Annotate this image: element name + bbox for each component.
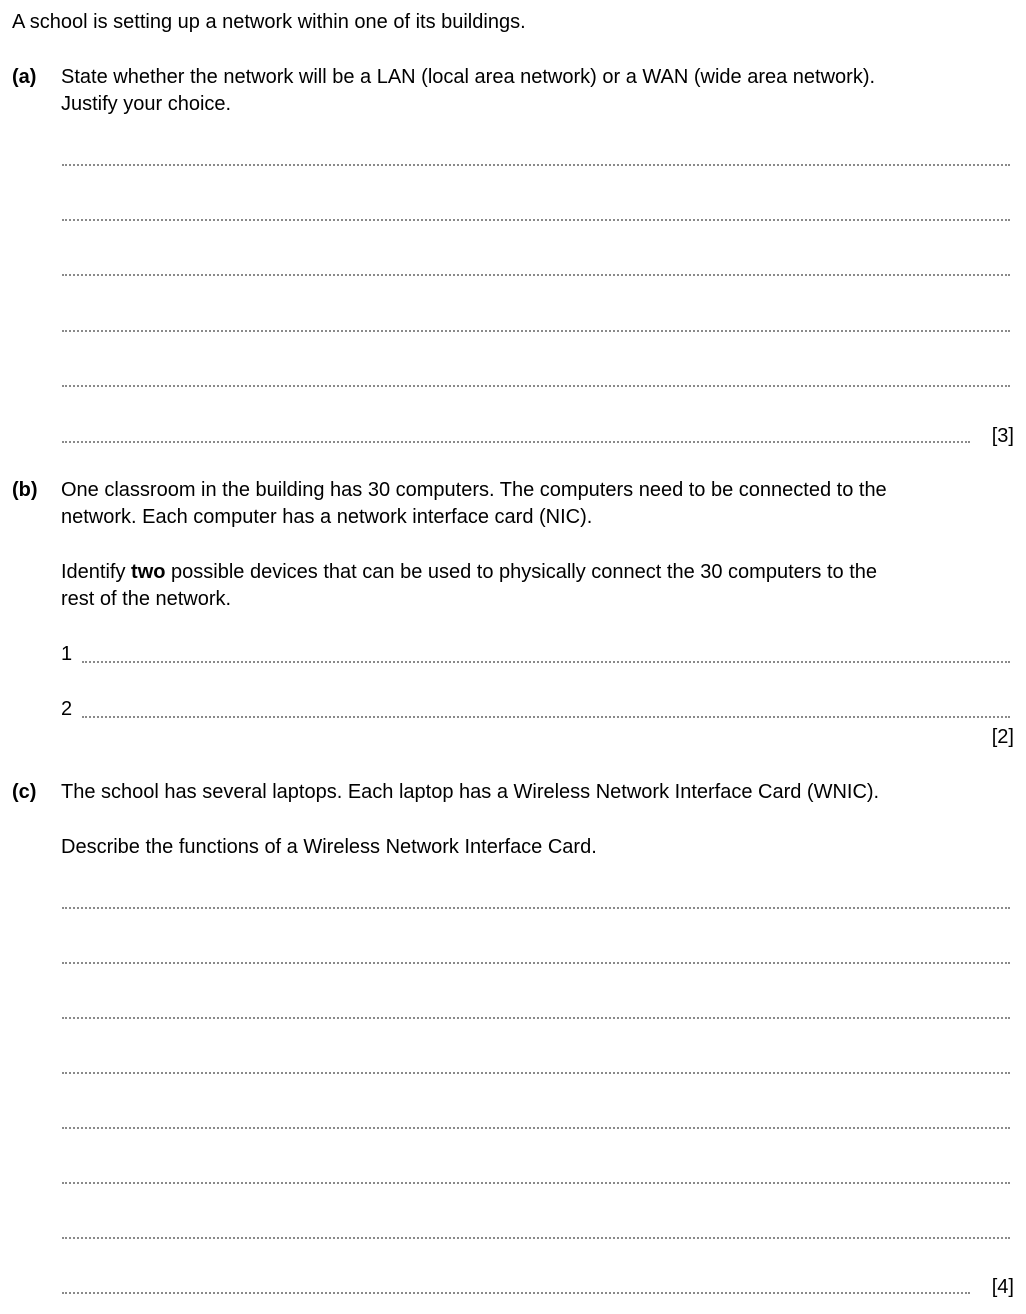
part-b-marks: [2] <box>991 726 1014 748</box>
intro-text: A school is setting up a network within one of its buildings. <box>12 11 526 33</box>
answer-line-c6[interactable] <box>62 1182 1010 1184</box>
part-a-label: (a) <box>12 66 37 88</box>
answer-line-c5[interactable] <box>62 1127 1010 1129</box>
part-a-question <box>61 64 1017 118</box>
part-a-line-2: Justify your choice. <box>61 93 232 115</box>
part-b-label: (b) <box>12 479 38 501</box>
answer-line-c1[interactable] <box>62 907 1010 909</box>
answer-number-2: 2 <box>61 698 73 720</box>
part-b-instruction <box>61 559 1017 613</box>
answer-line-a2[interactable] <box>62 219 1010 221</box>
answer-line-a5[interactable] <box>62 385 1010 387</box>
part-a-line-1: State whether the network will be a LAN (local area network) or a WAN (wide area network). <box>61 66 876 88</box>
part-c-line-2: Describe the functions of a Wireless Network Interface Card. <box>61 836 597 858</box>
answer-line-a3[interactable] <box>62 274 1010 276</box>
part-c-label: (c) <box>12 781 37 803</box>
part-a-marks: [3] <box>991 425 1014 447</box>
answer-line-a1[interactable] <box>62 164 1010 166</box>
part-b-instruction-line-2: rest of the network. <box>61 588 232 610</box>
answer-line-c4[interactable] <box>62 1072 1010 1074</box>
part-b-question <box>61 477 1017 531</box>
answer-line-c2[interactable] <box>62 962 1010 964</box>
answer-line-c8[interactable] <box>62 1292 970 1294</box>
part-b-instruction-line-1 <box>61 559 1017 586</box>
part-b-line-1: One classroom in the building has 30 computers. The computers need to be connected to the <box>61 479 887 501</box>
answer-line-a4[interactable] <box>62 330 1010 332</box>
instruction-post: possible devices that can be used to physically connect the 30 computers to the <box>165 561 878 583</box>
answer-line-c3[interactable] <box>62 1017 1010 1019</box>
part-c-marks: [4] <box>991 1276 1014 1298</box>
answer-number-1: 1 <box>61 643 73 665</box>
answer-line-a6[interactable] <box>62 441 970 443</box>
part-b-line-2: network. Each computer has a network interface card (NIC). <box>61 506 593 528</box>
part-c-line-1: The school has several laptops. Each laptop has a Wireless Network Interface Card (WNIC). <box>61 781 880 803</box>
answer-line-b2[interactable] <box>82 716 1010 718</box>
answer-line-c7[interactable] <box>62 1237 1010 1239</box>
answer-line-b1[interactable] <box>82 661 1010 663</box>
instruction-pre: Identify <box>61 561 132 583</box>
instruction-bold: two <box>131 561 166 583</box>
